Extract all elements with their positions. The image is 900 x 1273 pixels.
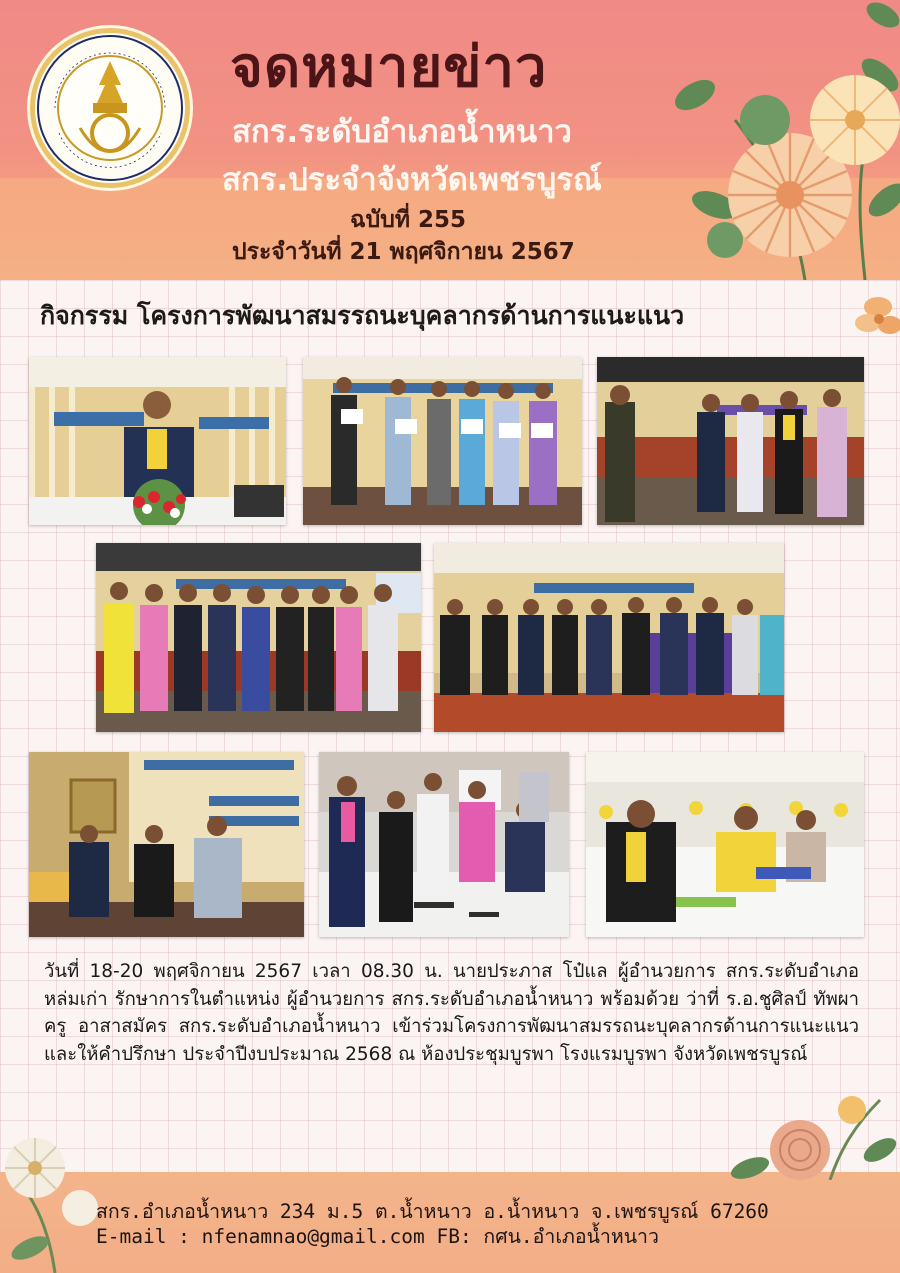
department-logo [30,28,190,188]
issue-number: ฉบับที่ 255 [350,207,467,233]
section-title: กิจกรรม โครงการพัฒนาสมรรถนะบุคลากรด้านการแนะแนว [40,301,685,330]
footer-contact: E-mail : nfenamnao@gmail.com FB: กศน.อำเภอน้ำหนาว [96,1225,659,1248]
photo-group-row [96,543,421,732]
photo-speaker-podium [29,357,286,525]
newsletter-title: จดหมายข่าว [230,35,548,100]
department-emblem-icon [35,33,185,183]
issue-date: ประจำวันที่ 21 พฤศจิกายน 2567 [232,239,575,265]
white-flower-decoration-icon [0,1128,110,1273]
photo-panel-discussion [29,752,304,937]
photo-certificate-group [303,357,582,525]
photo-standing-group [597,357,864,525]
orange-flower-icon [848,285,900,345]
photo-meeting-hall [586,752,864,937]
header-banner [0,0,900,280]
provincial-office-name: สกร.ประจำจังหวัดเพชรบูรณ์ [222,162,602,198]
pink-flower-decoration-icon [730,1080,900,1180]
photo-stage-group [434,543,784,732]
footer-address: สกร.อำเภอน้ำหนาว 234 ม.5 ต.น้ำหนาว อ.น้ำหนาว จ.เพชรบูรณ์ 67260 [96,1200,769,1223]
office-name: สกร.ระดับอำเภอน้ำหนาว [232,114,572,150]
news-paragraph: วันที่ 18-20 พฤศจิกายน 2567 เวลา 08.30 น. นายประภาส โป๋แล ผู้อำนวยการ สกร.ระดับอำเภอหล่มเก่า รักษาการในตำแหน่ง ผู้อำนวยการ สกร.ระดับอำเภอน้ำหนาว พร้อมด้วย ว่าที่ ร.อ.ชูศิลป์ ทัพผา ครู อาสาสมัคร สกร.ระดับอำเภอน้ำหนาว เข้าร่วมโครงการพัฒนาสมรรถนะบุคลากรด้านการแนะแนวและให้คำปรึกษา ประจำปีงบประมาณ 2568 ณ ห้องประชุมบูรพา โรงแรมบูรพา จังหวัดเพชรบูรณ์ [44,961,859,1065]
photo-workshop-table [319,752,569,937]
